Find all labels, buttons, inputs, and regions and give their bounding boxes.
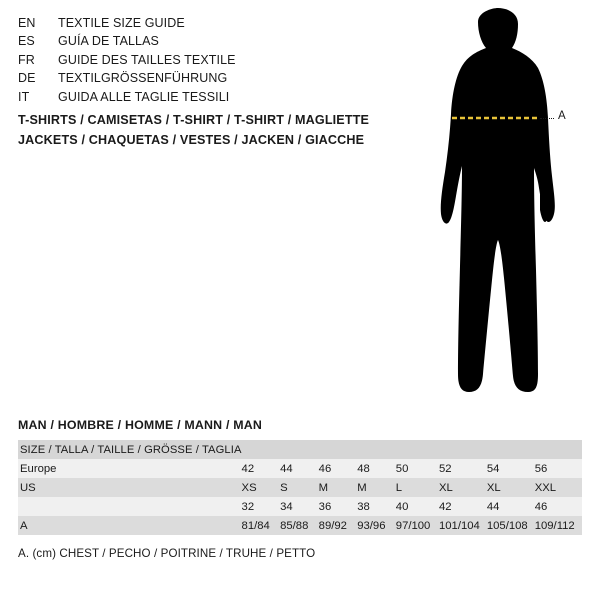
table-cell: 93/96 (357, 516, 396, 535)
table-cell: 44 (280, 459, 319, 478)
table-cell: 109/112 (535, 516, 582, 535)
body-figure (400, 8, 590, 408)
row-label: US (18, 478, 242, 497)
language-text: GUIDA ALLE TAGLIE TESSILI (58, 89, 230, 104)
table-cell: 50 (396, 459, 439, 478)
language-row (18, 51, 378, 69)
row-label: Europe (18, 459, 242, 478)
table-cell: 89/92 (319, 516, 358, 535)
table-header-row (18, 440, 582, 459)
language-row (18, 14, 378, 32)
language-code: DE (18, 71, 36, 86)
table-cell: M (319, 478, 358, 497)
footnote: A. (cm) CHEST / PECHO / POITRINE / TRUHE / PETTO (18, 547, 316, 560)
table-cell: 105/108 (487, 516, 535, 535)
table-cell: XL (487, 478, 535, 497)
size-table (18, 440, 582, 535)
table-header-label: SIZE / TALLA / TAILLE / GRÖSSE / TAGLIA (18, 440, 242, 459)
table-cell: 85/88 (280, 516, 319, 535)
measurement-dash-line (540, 118, 554, 119)
table-cell: L (396, 478, 439, 497)
language-row (18, 88, 378, 106)
table-row (18, 516, 582, 535)
row-label (18, 497, 242, 516)
category-tshirts: T-SHIRTS / CAMISETAS / T-SHIRT / T-SHIRT / MAGLIETTE (18, 113, 370, 127)
male-silhouette-icon (400, 8, 590, 408)
language-code: IT (18, 89, 30, 104)
table-cell: 42 (242, 459, 281, 478)
gender-heading: MAN / HOMBRE / HOMME / MANN / MAN (18, 418, 263, 432)
table-row (18, 478, 582, 497)
language-text: GUÍA DE TALLAS (58, 34, 159, 49)
table-row (18, 459, 582, 478)
measurement-label-a: A (558, 110, 566, 122)
table-cell: 42 (439, 497, 487, 516)
table-cell: 97/100 (396, 516, 439, 535)
category-headings (18, 110, 438, 150)
table-cell: 36 (319, 497, 358, 516)
table-cell: 34 (280, 497, 319, 516)
language-code: FR (18, 52, 35, 67)
table-cell: 32 (242, 497, 281, 516)
table-cell: 46 (319, 459, 358, 478)
table-cell: 44 (487, 497, 535, 516)
table-row (18, 497, 582, 516)
language-text: GUIDE DES TAILLES TEXTILE (58, 52, 236, 67)
table-cell: 48 (357, 459, 396, 478)
table-cell: XL (439, 478, 487, 497)
language-text: TEXTILE SIZE GUIDE (58, 16, 185, 30)
table-cell: XS (242, 478, 281, 497)
language-code: ES (18, 34, 35, 49)
row-label: A (18, 516, 242, 535)
table-cell: 56 (535, 459, 582, 478)
table-cell: 46 (535, 497, 582, 516)
table-cell: S (280, 478, 319, 497)
table-cell: 38 (357, 497, 396, 516)
language-row (18, 32, 378, 50)
table-cell: 52 (439, 459, 487, 478)
table-cell: XXL (535, 478, 582, 497)
language-row (18, 69, 378, 87)
table-cell: 101/104 (439, 516, 487, 535)
table-cell: 81/84 (242, 516, 281, 535)
table-cell: 54 (487, 459, 535, 478)
table-cell: M (357, 478, 396, 497)
language-code: EN (18, 16, 36, 30)
table-cell: 40 (396, 497, 439, 516)
language-legend (18, 14, 378, 106)
category-jackets: JACKETS / CHAQUETAS / VESTES / JACKEN / GIACCHE (18, 133, 365, 147)
language-text: TEXTILGRÖSSENFÜHRUNG (58, 71, 228, 86)
